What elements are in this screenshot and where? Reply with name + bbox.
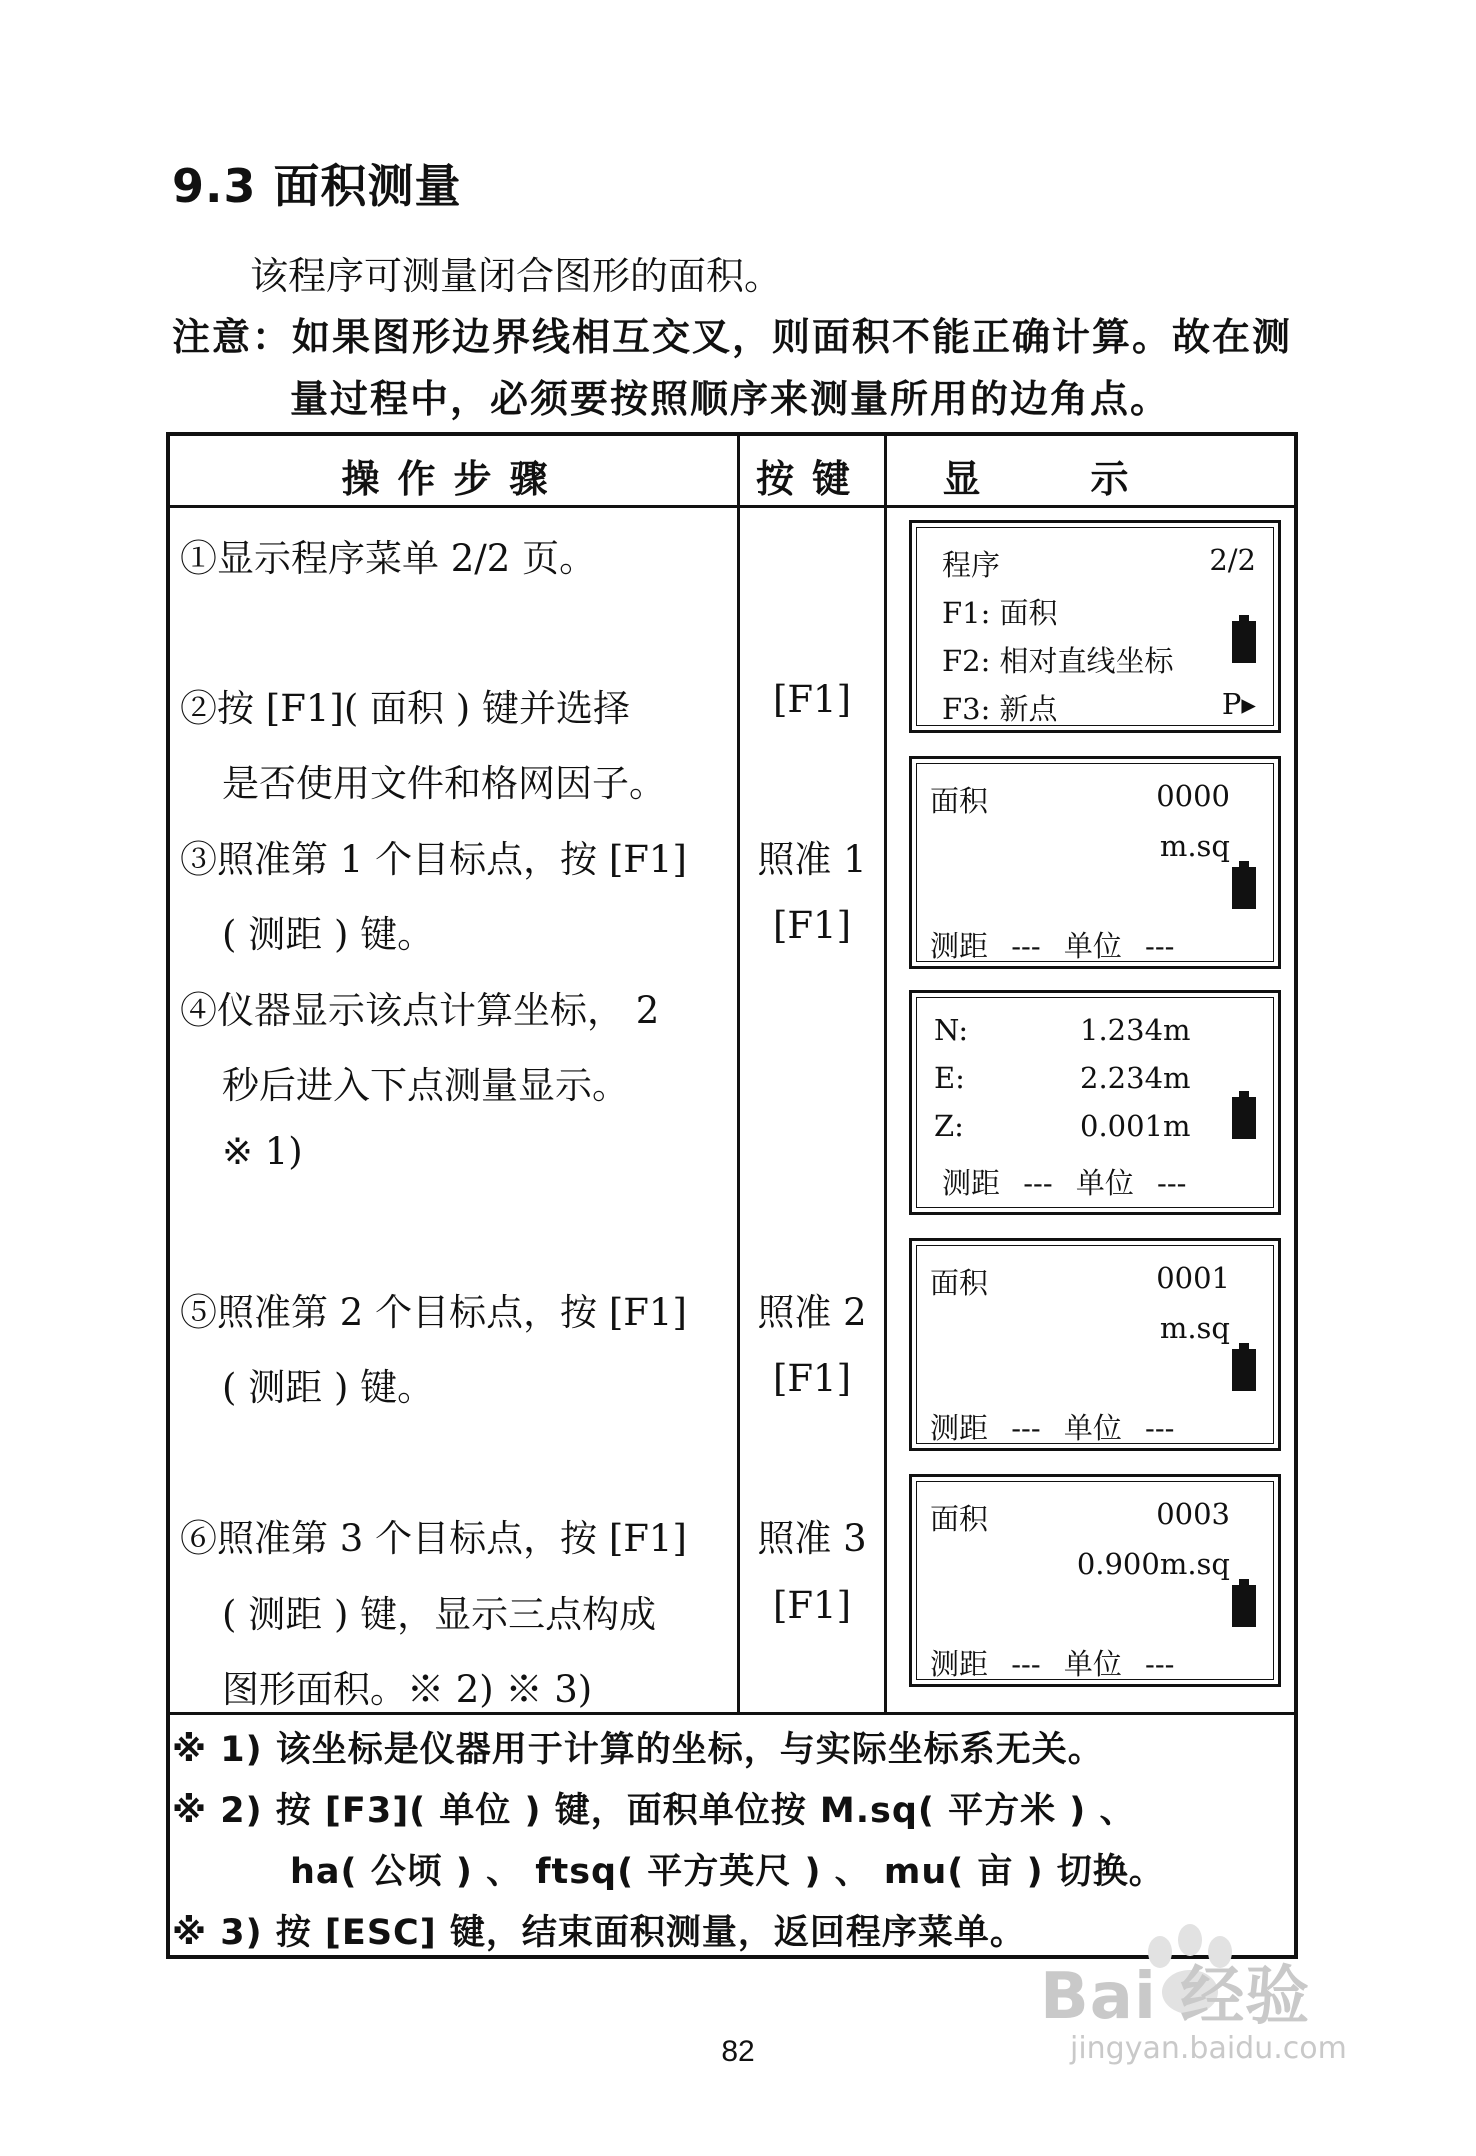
area-label: 面积	[930, 784, 989, 818]
step-6: ⑥照准第 3 个目标点，按 [F1]	[180, 1517, 687, 1560]
coord-z-label: Z:	[934, 1109, 964, 1143]
key-f1-step2: [F1]	[772, 678, 852, 721]
soft-keys: 测距 --- 单位 ---	[930, 1647, 1175, 1681]
step-4: ④仪器显示该点计算坐标， 2	[180, 989, 660, 1032]
coord-e-label: E:	[934, 1061, 965, 1095]
key-sight-2: 照准 2	[757, 1291, 867, 1334]
screen-area-0001	[909, 1238, 1281, 1451]
area-count: 0000	[1156, 779, 1230, 813]
menu-f3: F3: 新点	[942, 692, 1058, 726]
step-5: ⑤照准第 2 个目标点，按 [F1]	[180, 1291, 687, 1334]
battery-icon	[1232, 1097, 1256, 1139]
area-unit: m.sq	[1159, 829, 1230, 863]
area-unit: m.sq	[1159, 1311, 1230, 1345]
menu-more: P▸	[1221, 687, 1256, 721]
area-label: 面积	[930, 1502, 989, 1536]
battery-icon	[1232, 1349, 1256, 1391]
coord-n-value: 1.234m	[1080, 1013, 1191, 1047]
menu-f2: F2: 相对直线坐标	[942, 644, 1174, 678]
footnote-3: ※ 3) 按 [ESC] 键，结束面积测量，返回程序菜单。	[172, 1913, 1026, 1953]
coord-n-label: N:	[934, 1013, 969, 1047]
section-title: 面积测量	[273, 159, 462, 213]
key-f1-step5: [F1]	[772, 1357, 852, 1400]
header-keys: 按键	[755, 457, 868, 501]
intro-text: 该程序可测量闭合图形的面积。	[250, 254, 783, 298]
soft-keys: 测距 --- 单位 ---	[942, 1166, 1187, 1200]
step-6-cont-2: 图形面积。※ 2) ※ 3)	[222, 1668, 593, 1711]
section-heading	[172, 150, 462, 216]
step-2-cont: 是否使用文件和格网因子。	[222, 762, 666, 805]
key-sight-3: 照准 3	[757, 1517, 867, 1560]
screen-area-0003	[909, 1474, 1281, 1687]
key-f1-step3: [F1]	[772, 904, 852, 947]
watermark	[1040, 1945, 1347, 2066]
area-count: 0001	[1156, 1261, 1230, 1295]
battery-icon	[1232, 621, 1256, 663]
step-2: ②按 [F1]( 面积 ) 键并选择	[180, 687, 630, 730]
area-count: 0003	[1156, 1497, 1230, 1531]
step-5-cont: ( 测距 ) 键。	[222, 1366, 435, 1409]
soft-keys: 测距 --- 单位 ---	[930, 929, 1175, 963]
step-4-note: ※ 1)	[222, 1130, 303, 1173]
note-line-2: 量过程中，必须要按照顺序来测量所用的边角点。	[290, 377, 1171, 421]
menu-f1: F1: 面积	[942, 596, 1058, 630]
footnote-2-cont: ha( 公顷 ) 、 ftsq( 平方英尺 ) 、 mu( 亩 ) 切换。	[290, 1852, 1165, 1892]
footnote-2: ※ 2) 按 [F3]( 单位 ) 键，面积单位按 M.sq( 平方米 ) 、	[172, 1791, 1136, 1831]
note-line-1: 注意：如果图形边界线相互交叉，则面积不能正确计算。故在测	[172, 315, 1293, 359]
step-3: ③照准第 1 个目标点，按 [F1]	[180, 838, 687, 881]
footnote-1: ※ 1) 该坐标是仪器用于计算的坐标，与实际坐标系无关。	[172, 1730, 1104, 1770]
step-3-cont: ( 测距 ) 键。	[222, 913, 435, 956]
page-number: 82	[721, 2035, 755, 2068]
battery-icon	[1232, 867, 1256, 909]
battery-icon	[1232, 1585, 1256, 1627]
coord-z-value: 0.001m	[1080, 1109, 1191, 1143]
section-number: 9.3	[172, 159, 257, 213]
screen-area-0000	[909, 756, 1281, 969]
area-value: 0.900m.sq	[1076, 1547, 1230, 1581]
step-6-cont: ( 测距 ) 键，显示三点构成	[222, 1593, 657, 1636]
menu-title: 程序	[942, 548, 1001, 582]
coord-e-value: 2.234m	[1080, 1061, 1191, 1095]
menu-page: 2/2	[1209, 543, 1256, 577]
key-sight-1: 照准 1	[757, 838, 867, 881]
watermark-brand: Bai 经验	[1040, 1960, 1311, 2034]
screen-program-menu	[909, 520, 1281, 733]
key-f1-step6: [F1]	[772, 1584, 852, 1627]
soft-keys: 测距 --- 单位 ---	[930, 1411, 1175, 1445]
header-steps: 操作步骤	[341, 457, 566, 501]
header-display: 显示	[942, 457, 1239, 501]
step-1: ①显示程序菜单 2/2 页。	[180, 537, 597, 580]
area-label: 面积	[930, 1266, 989, 1300]
watermark-url: jingyan.baidu.com	[1070, 2031, 1347, 2066]
screen-coordinates	[909, 990, 1281, 1215]
step-4-cont: 秒后进入下点测量显示。	[222, 1064, 629, 1107]
